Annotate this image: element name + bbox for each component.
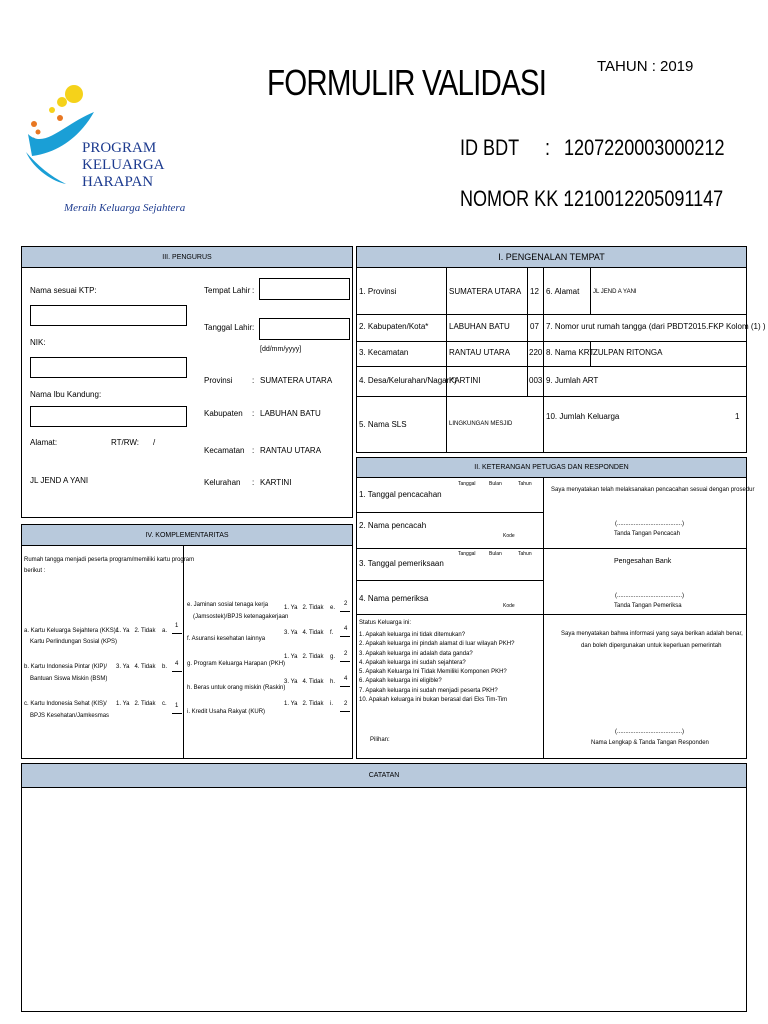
row-divider [356, 548, 747, 549]
pengurus-header: III. PENGURUS [21, 246, 353, 268]
tempat-lahir-field[interactable] [259, 278, 350, 300]
tahun-caption: Tahun [518, 481, 532, 487]
jumlah-keluarga-value: 1 [735, 412, 740, 421]
kecamatan-colon: : [252, 446, 255, 455]
status-item: 2. Apakah keluarga ini pindah alamat di luar wilayah PKH? [359, 641, 515, 648]
kks-label-line2: Kartu Perlindungan Sosial (KPS) [30, 639, 118, 645]
kur-label: i. Kredit Usaha Rakyat (KUR) [187, 709, 266, 715]
status-item: 1. Apakah keluarga ini tidak ditemukan? [359, 632, 466, 638]
pkh-options: 1. Ya 2. Tidak [284, 654, 324, 660]
status-item: 4. Apakah keluarga ini sudah sejahtera? [359, 659, 466, 666]
status-title: Status Keluarga ini: [359, 620, 412, 626]
kip-value-underline [172, 671, 182, 672]
status-item: 3. Apakah keluarga ini adalah data ganda? [359, 650, 473, 657]
asuransi-value-underline [340, 636, 350, 637]
nomor-urut-label: 7. Nomor urut rumah tangga (dari PBDT2015.FKP Kolom (1) ) [546, 322, 766, 331]
row-divider [356, 512, 543, 513]
pkh-letter: g. [330, 654, 336, 660]
nik-label: NIK: [30, 338, 46, 347]
provinsi-row-label: 1. Provinsi [359, 287, 397, 296]
nama-ktp-field[interactable] [30, 305, 187, 326]
page-title: FORMULIR VALIDASI [267, 62, 547, 103]
id-bdt-value: 1207220003000212 [564, 135, 725, 160]
asuransi-options: 3. Ya 4. Tidak [284, 630, 324, 636]
kks-label-line1: a. Kartu Keluarga Sejahtera (KKS)/ [24, 628, 118, 634]
logo-line1: PROGRAM [82, 140, 157, 156]
nama-pencacah-label: 2. Nama pencacah [359, 521, 427, 530]
kks-letter: a. [162, 628, 168, 634]
asuransi-letter: f. [330, 630, 334, 636]
row-divider [356, 580, 543, 581]
pilihan-label: Pilihan: [370, 737, 390, 743]
row-divider [356, 341, 747, 342]
rtrw-sep: / [153, 438, 156, 447]
kabupaten-label: Kabupaten [204, 409, 243, 418]
nama-ibu-label: Nama Ibu Kandung: [30, 390, 102, 399]
row-divider [356, 396, 747, 397]
pencacah-statement: Saya menyatakan telah melaksanakan pencacahan sesuai dengan prosedur [551, 487, 755, 493]
kabupaten-row-code: 07 [530, 322, 539, 331]
pkh-label: g. Program Keluarga Harapan (PKH) [187, 661, 286, 667]
kip-label-line1: b. Kartu Indonesia Pintar (KIP)/ [24, 664, 108, 670]
jumlah-keluarga-label: 10. Jumlah Keluarga [546, 412, 620, 421]
tempat-lahir-colon: : [252, 286, 255, 295]
kelurahan-value: KARTINI [260, 478, 292, 487]
provinsi-value: SUMATERA UTARA [260, 376, 333, 385]
kip-label-line2: Bantuan Siswa Miskin (BSM) [30, 676, 108, 682]
logo-tagline: Meraih Keluarga Sejahtera [64, 202, 186, 214]
kks-options: 1. Ya 2. Tidak [116, 628, 156, 634]
kecamatan-row-value: RANTAU UTARA [449, 348, 511, 357]
kis-value-underline [172, 713, 182, 714]
kabupaten-row-label: 2. Kabupaten/Kota* [359, 322, 429, 331]
provinsi-row-code: 12 [530, 287, 539, 296]
raskin-options: 3. Ya 4. Tidak [284, 679, 324, 685]
nomor-kk-label: NOMOR KK : [460, 186, 569, 211]
tanggal-pemeriksaan-label: 3. Tanggal pemeriksaan [359, 559, 444, 568]
status-item: 6. Apakah keluarga ini eligible? [359, 678, 442, 685]
kode-caption: Kode [503, 603, 515, 609]
status-item: 5. Apakah Keluarga Ini Tidak Memiliki Komponen PKH? [359, 669, 507, 676]
kip-options: 3. Ya 4. Tidak [116, 664, 156, 670]
nama-ktp-label: Nama sesuai KTP: [30, 286, 97, 295]
jamsostek-letter: e. [330, 605, 336, 611]
date-format-hint: [dd/mm/yyyy] [260, 346, 302, 353]
logo-line2: KELUARGA [82, 157, 165, 173]
col-divider [446, 268, 447, 453]
desa-row-value: KARTINI [449, 376, 481, 385]
nama-krt-value: ZULPAN RITONGA [593, 348, 663, 357]
alamat-row-value: JL JEND A YANI [593, 289, 637, 295]
responden-statement-line1: Saya menyatakan bahwa informasi yang saya berikan adalah benar, [561, 631, 743, 637]
kabupaten-row-value: LABUHAN BATU [449, 322, 510, 331]
status-item: 10. Apakah keluarga ini bukan berasal dari Eks Tim-Tim [359, 697, 508, 704]
kelurahan-label: Kelurahan [204, 478, 241, 487]
tahun-label: TAHUN : [597, 58, 656, 75]
jamsostek-label-line1: e. Jaminan sosial tenaga kerja [187, 602, 269, 608]
tempat-lahir-label: Tempat Lahir [204, 286, 251, 295]
kur-letter: i. [330, 701, 333, 707]
nama-krt-label: 8. Nama KRT [546, 348, 595, 357]
kis-letter: c. [162, 701, 167, 707]
jamsostek-options: 1. Ya 2. Tidak [284, 605, 324, 611]
responden-statement-line2: dan boleh dipergunakan untuk keperluan pemerintah [581, 643, 722, 649]
row-divider [356, 314, 747, 315]
nomor-kk-value: 1210012205091147 [564, 186, 724, 211]
pencacah-signature-line: (.......................................) [615, 521, 685, 527]
col-divider [543, 478, 544, 759]
status-list [359, 632, 541, 706]
kelurahan-colon: : [252, 478, 255, 487]
row-divider [356, 366, 747, 367]
kis-options: 1. Ya 2. Tidak [116, 701, 156, 707]
desa-row-label: 4. Desa/Kelurahan/Nagari*) [359, 376, 457, 385]
kode-caption: Kode [503, 533, 515, 539]
col-divider [543, 268, 544, 453]
id-bdt-label: ID BDT [460, 135, 520, 160]
kecamatan-label: Kecamatan [204, 446, 245, 455]
status-item: 7. Apakah keluarga ini sudah menjadi peserta PKH? [359, 687, 498, 694]
kecamatan-row-label: 3. Kecamatan [359, 348, 409, 357]
keterangan-section [356, 457, 747, 759]
row-divider [356, 614, 747, 615]
bulan-caption: Bulan [489, 481, 502, 487]
raskin-letter: h. [330, 679, 336, 685]
desa-row-code: 003 [529, 376, 543, 385]
tanggal-lahir-label: Tanggal Lahir [204, 323, 253, 332]
tahun-caption: Tahun [518, 551, 532, 557]
pemeriksa-signature-line: (.......................................) [615, 593, 685, 599]
bulan-caption: Bulan [489, 551, 502, 557]
tanggal-caption: Tanggal [458, 551, 476, 557]
kis-label-line2: BPJS Kesehatan/Jamkesmas [30, 713, 110, 719]
kabupaten-colon: : [252, 409, 255, 418]
kur-value-underline [340, 711, 350, 712]
pkh-value-underline [340, 661, 350, 662]
provinsi-row-value: SUMATERA UTARA [449, 287, 522, 296]
jamsostek-value[interactable]: 2 [344, 601, 348, 607]
pengesahan-bank-label: Pengesahan Bank [614, 558, 672, 565]
nama-ibu-field[interactable] [30, 406, 187, 427]
pkh-value[interactable]: 2 [344, 651, 348, 657]
pencacah-signature-caption: Tanda Tangan Pencacah [614, 531, 680, 537]
responden-signature-caption: Nama Lengkap & Tanda Tangan Responden [591, 740, 709, 746]
catatan-section[interactable] [21, 763, 747, 1012]
komplementaritas-intro-line2: berikut : [24, 568, 46, 574]
keterangan-header: II. KETERANGAN PETUGAS DAN RESPONDEN [356, 457, 747, 478]
provinsi-colon: : [252, 376, 255, 385]
col-divider [527, 268, 528, 396]
komplementaritas-intro-line1: Rumah tangga menjadi peserta program/memiliki kartu program [24, 557, 195, 563]
tanggal-caption: Tanggal [458, 481, 476, 487]
provinsi-label: Provinsi [204, 376, 233, 385]
raskin-value[interactable]: 4 [344, 676, 348, 682]
responden-signature-line: (.......................................) [615, 729, 685, 735]
logo-line3: HARAPAN [82, 174, 154, 190]
nik-field[interactable] [30, 357, 187, 378]
asuransi-value[interactable]: 4 [344, 626, 348, 632]
jamsostek-label-line2: (Jamsostek)/BPJS ketenagakerjaan [193, 614, 289, 620]
kis-label-line1: c. Kartu Indonesia Sehat (KIS)/ [24, 701, 107, 707]
pemeriksa-signature-caption: Tanda Tangan Pemeriksa [614, 603, 682, 609]
kip-letter: b. [162, 664, 168, 670]
komplementaritas-header: IV. KOMPLEMENTARITAS [21, 524, 353, 546]
asuransi-label: f. Asuransi kesehatan lainnya [187, 636, 266, 642]
jumlah-art-label: 9. Jumlah ART [546, 376, 599, 385]
raskin-label: h. Beras untuk orang miskin (Raskin) [187, 685, 286, 691]
col-divider [590, 268, 591, 314]
kecamatan-value: RANTAU UTARA [260, 446, 322, 455]
id-bdt-colon: : [545, 135, 551, 160]
pengenalan-header: I. PENGENALAN TEMPAT [356, 246, 747, 268]
kip-value[interactable]: 4 [175, 661, 179, 667]
jamsostek-value-underline [340, 611, 350, 612]
nama-sls-label: 5. Nama SLS [359, 420, 407, 429]
kecamatan-row-code: 220 [529, 348, 543, 357]
tanggal-pencacahan-label: 1. Tanggal pencacahan [359, 490, 442, 499]
kur-options: 1. Ya 2. Tidak [284, 701, 324, 707]
raskin-value-underline [340, 686, 350, 687]
tahun-value: 2019 [660, 58, 694, 75]
nama-sls-value: LINGKUNGAN MESJID [449, 421, 513, 427]
kur-value[interactable]: 2 [344, 701, 348, 707]
kks-value[interactable]: 1 [175, 623, 179, 629]
rtrw-label: RT/RW: [111, 438, 140, 447]
catatan-header: CATATAN [21, 763, 747, 788]
kks-value-underline [172, 633, 182, 634]
tanggal-lahir-colon: : [252, 323, 255, 332]
tanggal-lahir-field[interactable] [259, 318, 350, 340]
alamat-label: Alamat: [30, 438, 58, 447]
kabupaten-value: LABUHAN BATU [260, 409, 321, 418]
alamat-value: JL JEND A YANI [30, 476, 89, 485]
nama-pemeriksa-label: 4. Nama pemeriksa [359, 594, 429, 603]
kis-value[interactable]: 1 [175, 703, 179, 709]
alamat-row-label: 6. Alamat [546, 287, 580, 296]
col-divider [183, 546, 184, 759]
